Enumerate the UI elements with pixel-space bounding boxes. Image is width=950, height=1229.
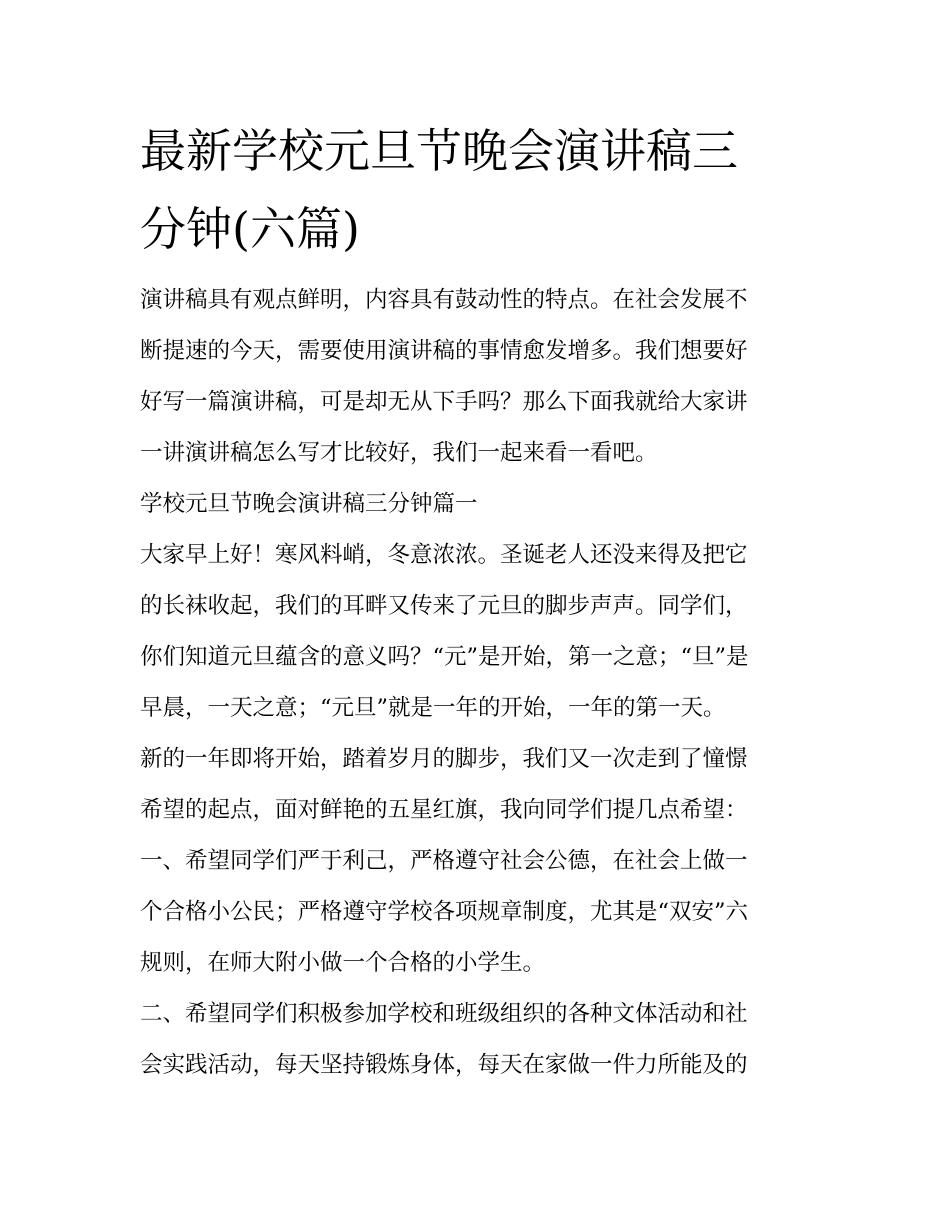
text-line: 一、希望同学们严于利己，严格遵守社会公德，在社会上做一: [140, 848, 748, 874]
intro-paragraph: [140, 275, 820, 479]
text-line: 会实践活动，每天坚持锻炼身体，每天在家做一件力所能及的: [140, 1052, 748, 1078]
text-line: 演讲稿具有观点鲜明，内容具有鼓动性的特点。在社会发展不: [140, 287, 748, 313]
body-paragraph: [140, 989, 820, 1091]
title-line: 分钟(六篇): [140, 202, 360, 256]
text-line: 学校元旦节晚会演讲稿三分钟篇一: [140, 491, 478, 517]
document-body: [140, 275, 820, 1091]
text-line: 新的一年即将开始，踏着岁月的脚步，我们又一次走到了憧憬: [140, 746, 748, 772]
document-title: [140, 112, 830, 268]
text-line: 的长袜收起，我们的耳畔又传来了元旦的脚步声声。同学们，: [140, 593, 748, 619]
section-heading: [140, 479, 820, 530]
text-line: 你们知道元旦蕴含的意义吗？“元”是开始，第一之意；“旦”是: [140, 644, 749, 670]
text-line: 希望的起点，面对鲜艳的五星红旗，我向同学们提几点希望：: [140, 797, 748, 823]
text-line: 好写一篇演讲稿，可是却无从下手吗？那么下面我就给大家讲: [140, 389, 748, 415]
text-line: 二、希望同学们积极参加学校和班级组织的各种文体活动和社: [140, 1001, 748, 1027]
text-line: 规则，在师大附小做一个合格的小学生。: [140, 950, 546, 976]
text-line: 断提速的今天，需要使用演讲稿的事情愈发增多。我们想要好: [140, 338, 748, 364]
body-paragraph: [140, 734, 820, 836]
text-line: 早晨，一天之意；“元旦”就是一年的开始，一年的第一天。: [140, 695, 726, 721]
text-line: 大家早上好！寒风料峭，冬意浓浓。圣诞老人还没来得及把它: [140, 542, 748, 568]
title-line: 最新学校元旦节晚会演讲稿三: [140, 124, 738, 178]
body-paragraph: [140, 836, 820, 989]
text-line: 一讲演讲稿怎么写才比较好，我们一起来看一看吧。: [140, 440, 658, 466]
body-paragraph: [140, 530, 820, 734]
text-line: 个合格小公民；严格遵守学校各项规章制度，尤其是“双安”六: [140, 899, 749, 925]
